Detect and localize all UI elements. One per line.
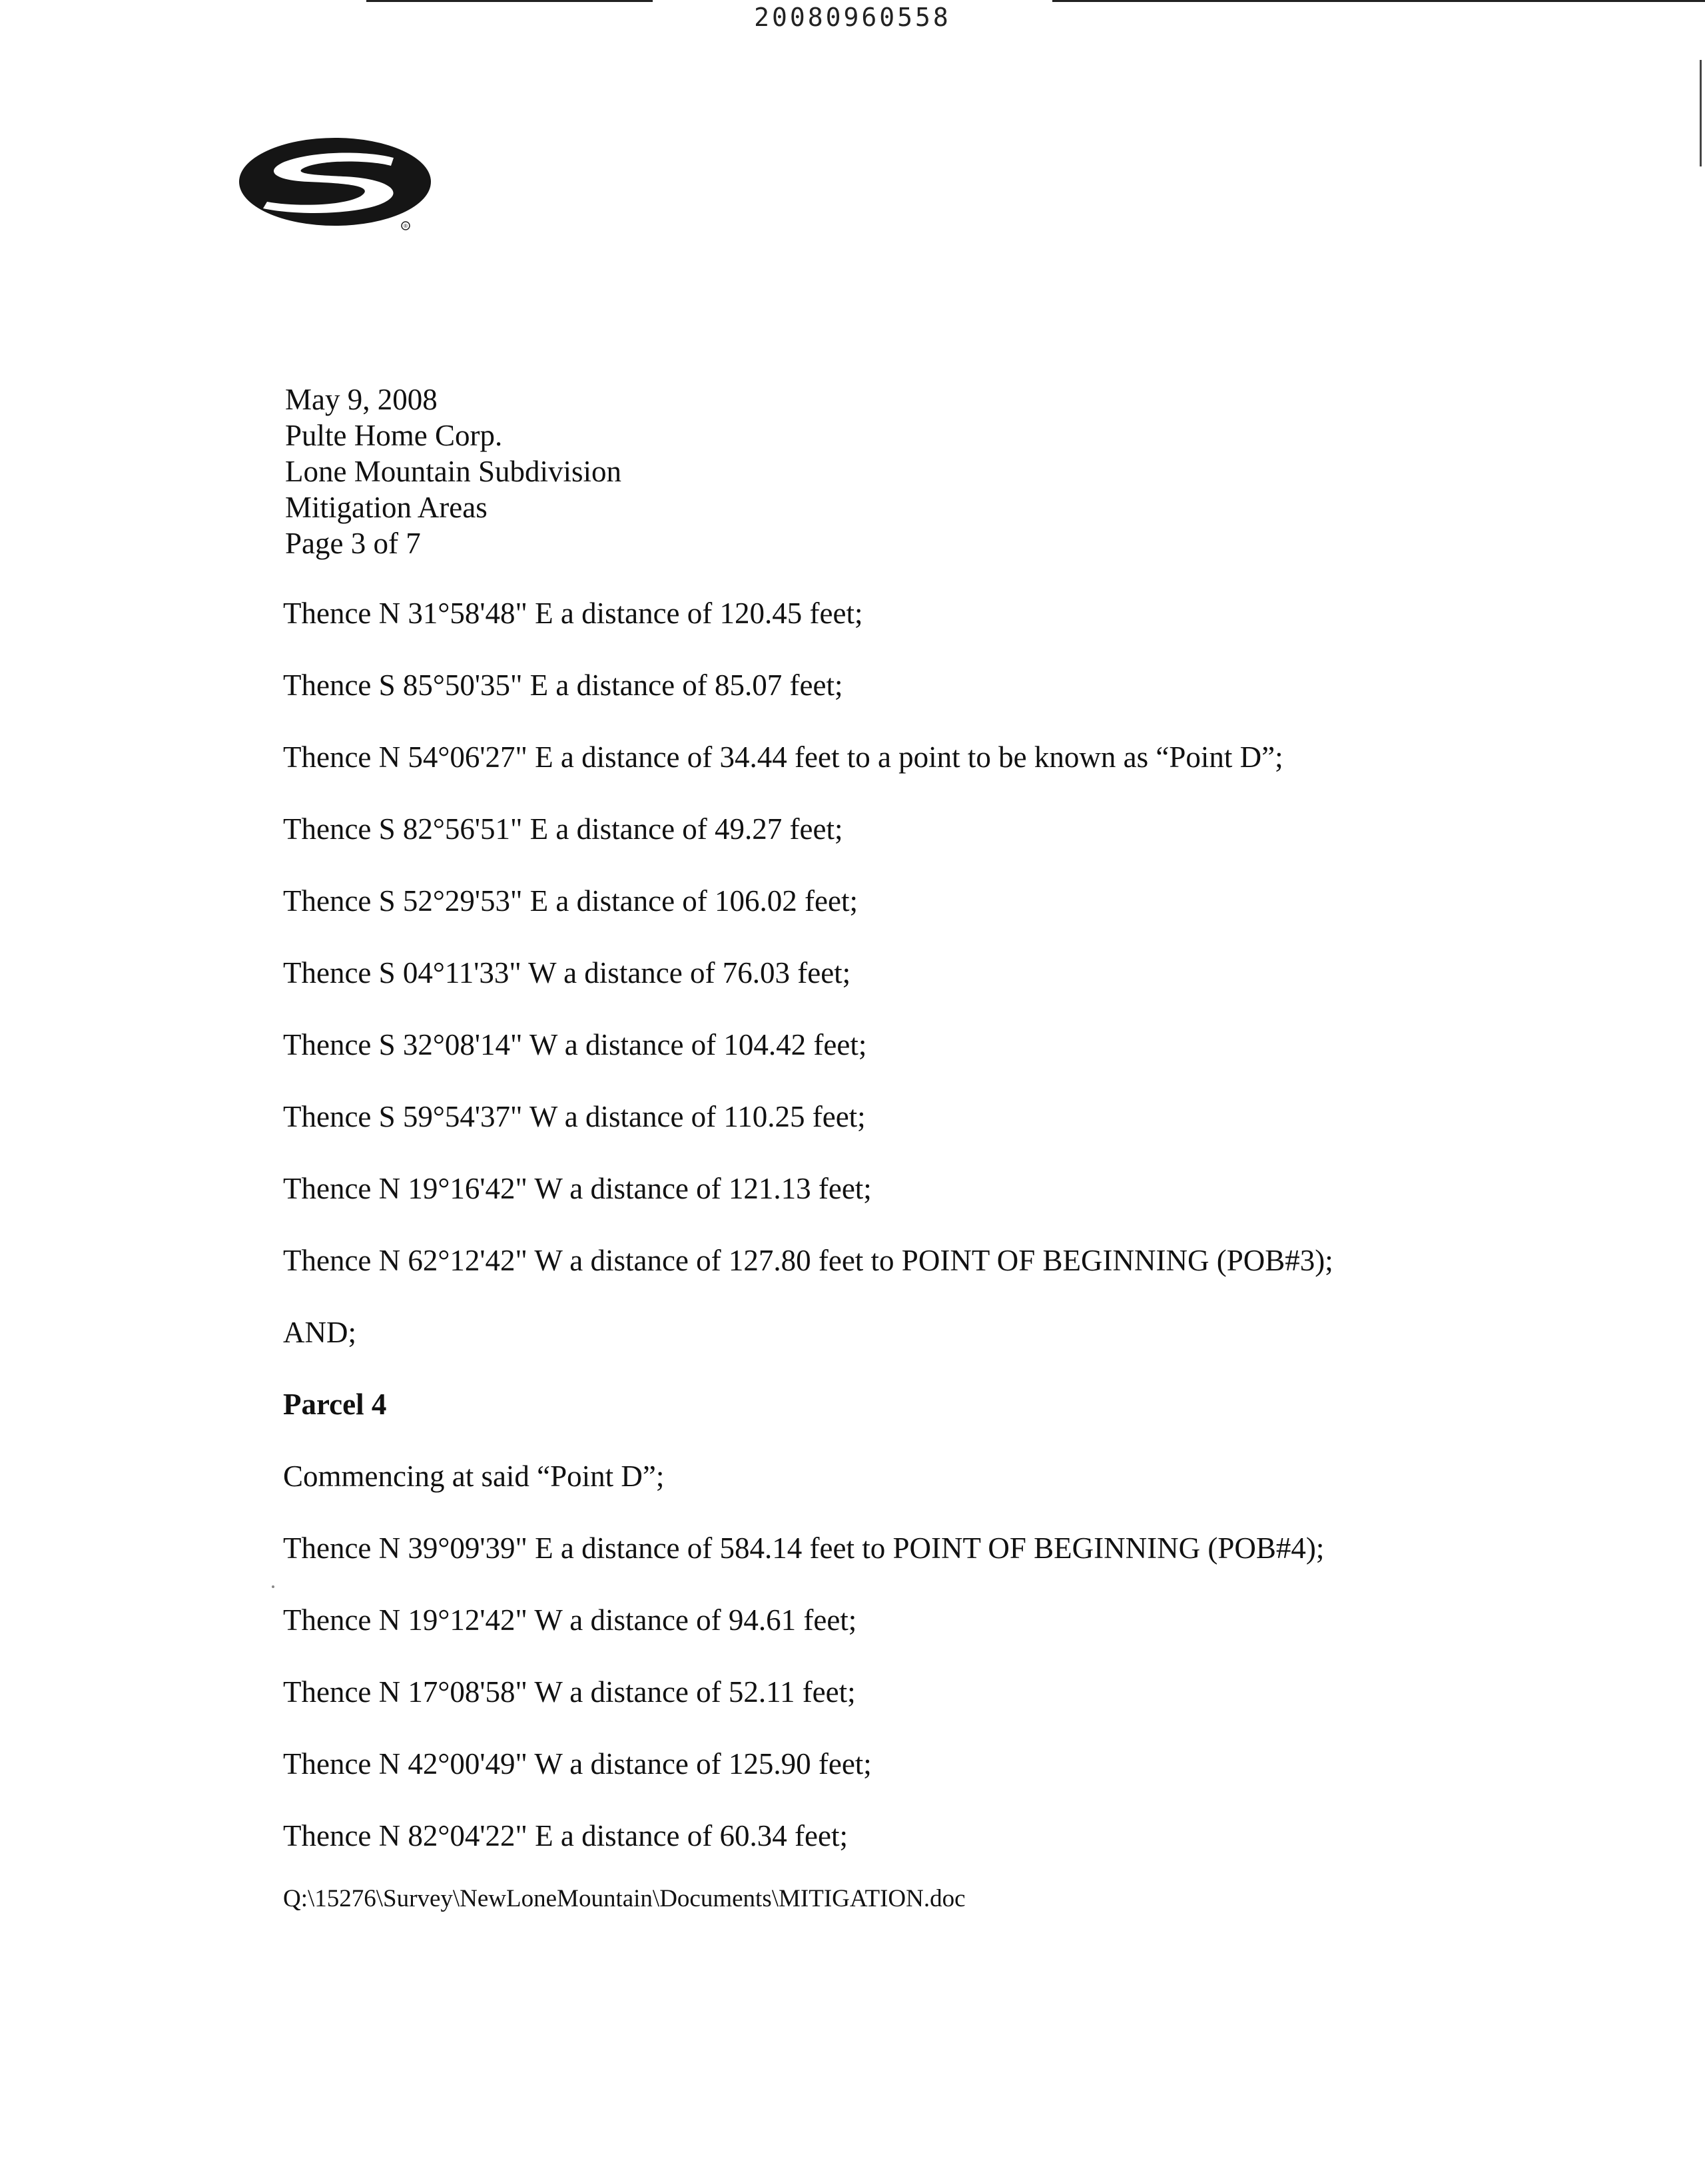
stylized-s-oval-logo-icon (236, 136, 436, 236)
legal-description-body (283, 595, 1615, 1890)
scan-edge-line (366, 0, 653, 2)
bearing-paragraph: Thence N 42°00'49" W a distance of 125.90 feet; (283, 1747, 872, 1780)
bearing-paragraph: AND; (283, 1316, 356, 1349)
bearing-paragraph: Thence N 62°12'42" W a distance of 127.80 feet to POINT OF BEGINNING (POB#3); (283, 1244, 1333, 1277)
bearing-paragraph: Thence S 85°50'35" E a distance of 85.07 feet; (283, 669, 843, 702)
project-name: Lone Mountain Subdivision (285, 455, 621, 488)
svg-text:®: ® (404, 223, 408, 229)
bearing-paragraph: Thence N 19°16'42" W a distance of 121.13 feet; (283, 1172, 872, 1205)
scan-speck (272, 1585, 274, 1588)
bearing-paragraph: Thence N 54°06'27" E a distance of 34.44 feet to a point to be known as “Point D”; (283, 740, 1283, 774)
bearing-paragraph: Thence N 82°04'22" E a distance of 60.34 feet; (283, 1819, 848, 1852)
bearing-paragraph: Thence S 32°08'14" W a distance of 104.42 feet; (283, 1028, 867, 1061)
document-number: 20080960558 (754, 3, 951, 32)
letter-date: May 9, 2008 (285, 383, 438, 416)
scan-edge-line (1052, 0, 1705, 2)
bearing-paragraph: Thence N 31°58'48" E a distance of 120.45 feet; (283, 597, 863, 630)
bearing-paragraph: Thence S 04°11'33" W a distance of 76.03 feet; (283, 956, 851, 989)
bearing-paragraph: Thence S 59°54'37" W a distance of 110.25 feet; (283, 1100, 866, 1133)
client-name: Pulte Home Corp. (285, 419, 503, 452)
bearing-paragraph: Thence S 82°56'51" E a distance of 49.27 feet; (283, 812, 843, 846)
bearing-paragraph: Thence N 39°09'39" E a distance of 584.14 feet to POINT OF BEGINNING (POB#4); (283, 1531, 1325, 1565)
scan-edge-line (1700, 60, 1702, 166)
page-number: Page 3 of 7 (285, 527, 421, 560)
letter-header (285, 382, 621, 561)
subject-line: Mitigation Areas (285, 491, 488, 524)
bearing-paragraph: Thence S 52°29'53" E a distance of 106.02 feet; (283, 884, 858, 918)
file-path-footer: Q:\15276\Survey\NewLoneMountain\Documents\MITIGATION.doc (283, 1885, 966, 1912)
bearing-paragraph: Thence N 17°08'58" W a distance of 52.11 feet; (283, 1675, 856, 1709)
bearing-paragraph: Commencing at said “Point D”; (283, 1460, 665, 1493)
section-heading: Parcel 4 (283, 1388, 387, 1421)
bearing-paragraph: Thence N 19°12'42" W a distance of 94.61 feet; (283, 1603, 857, 1637)
